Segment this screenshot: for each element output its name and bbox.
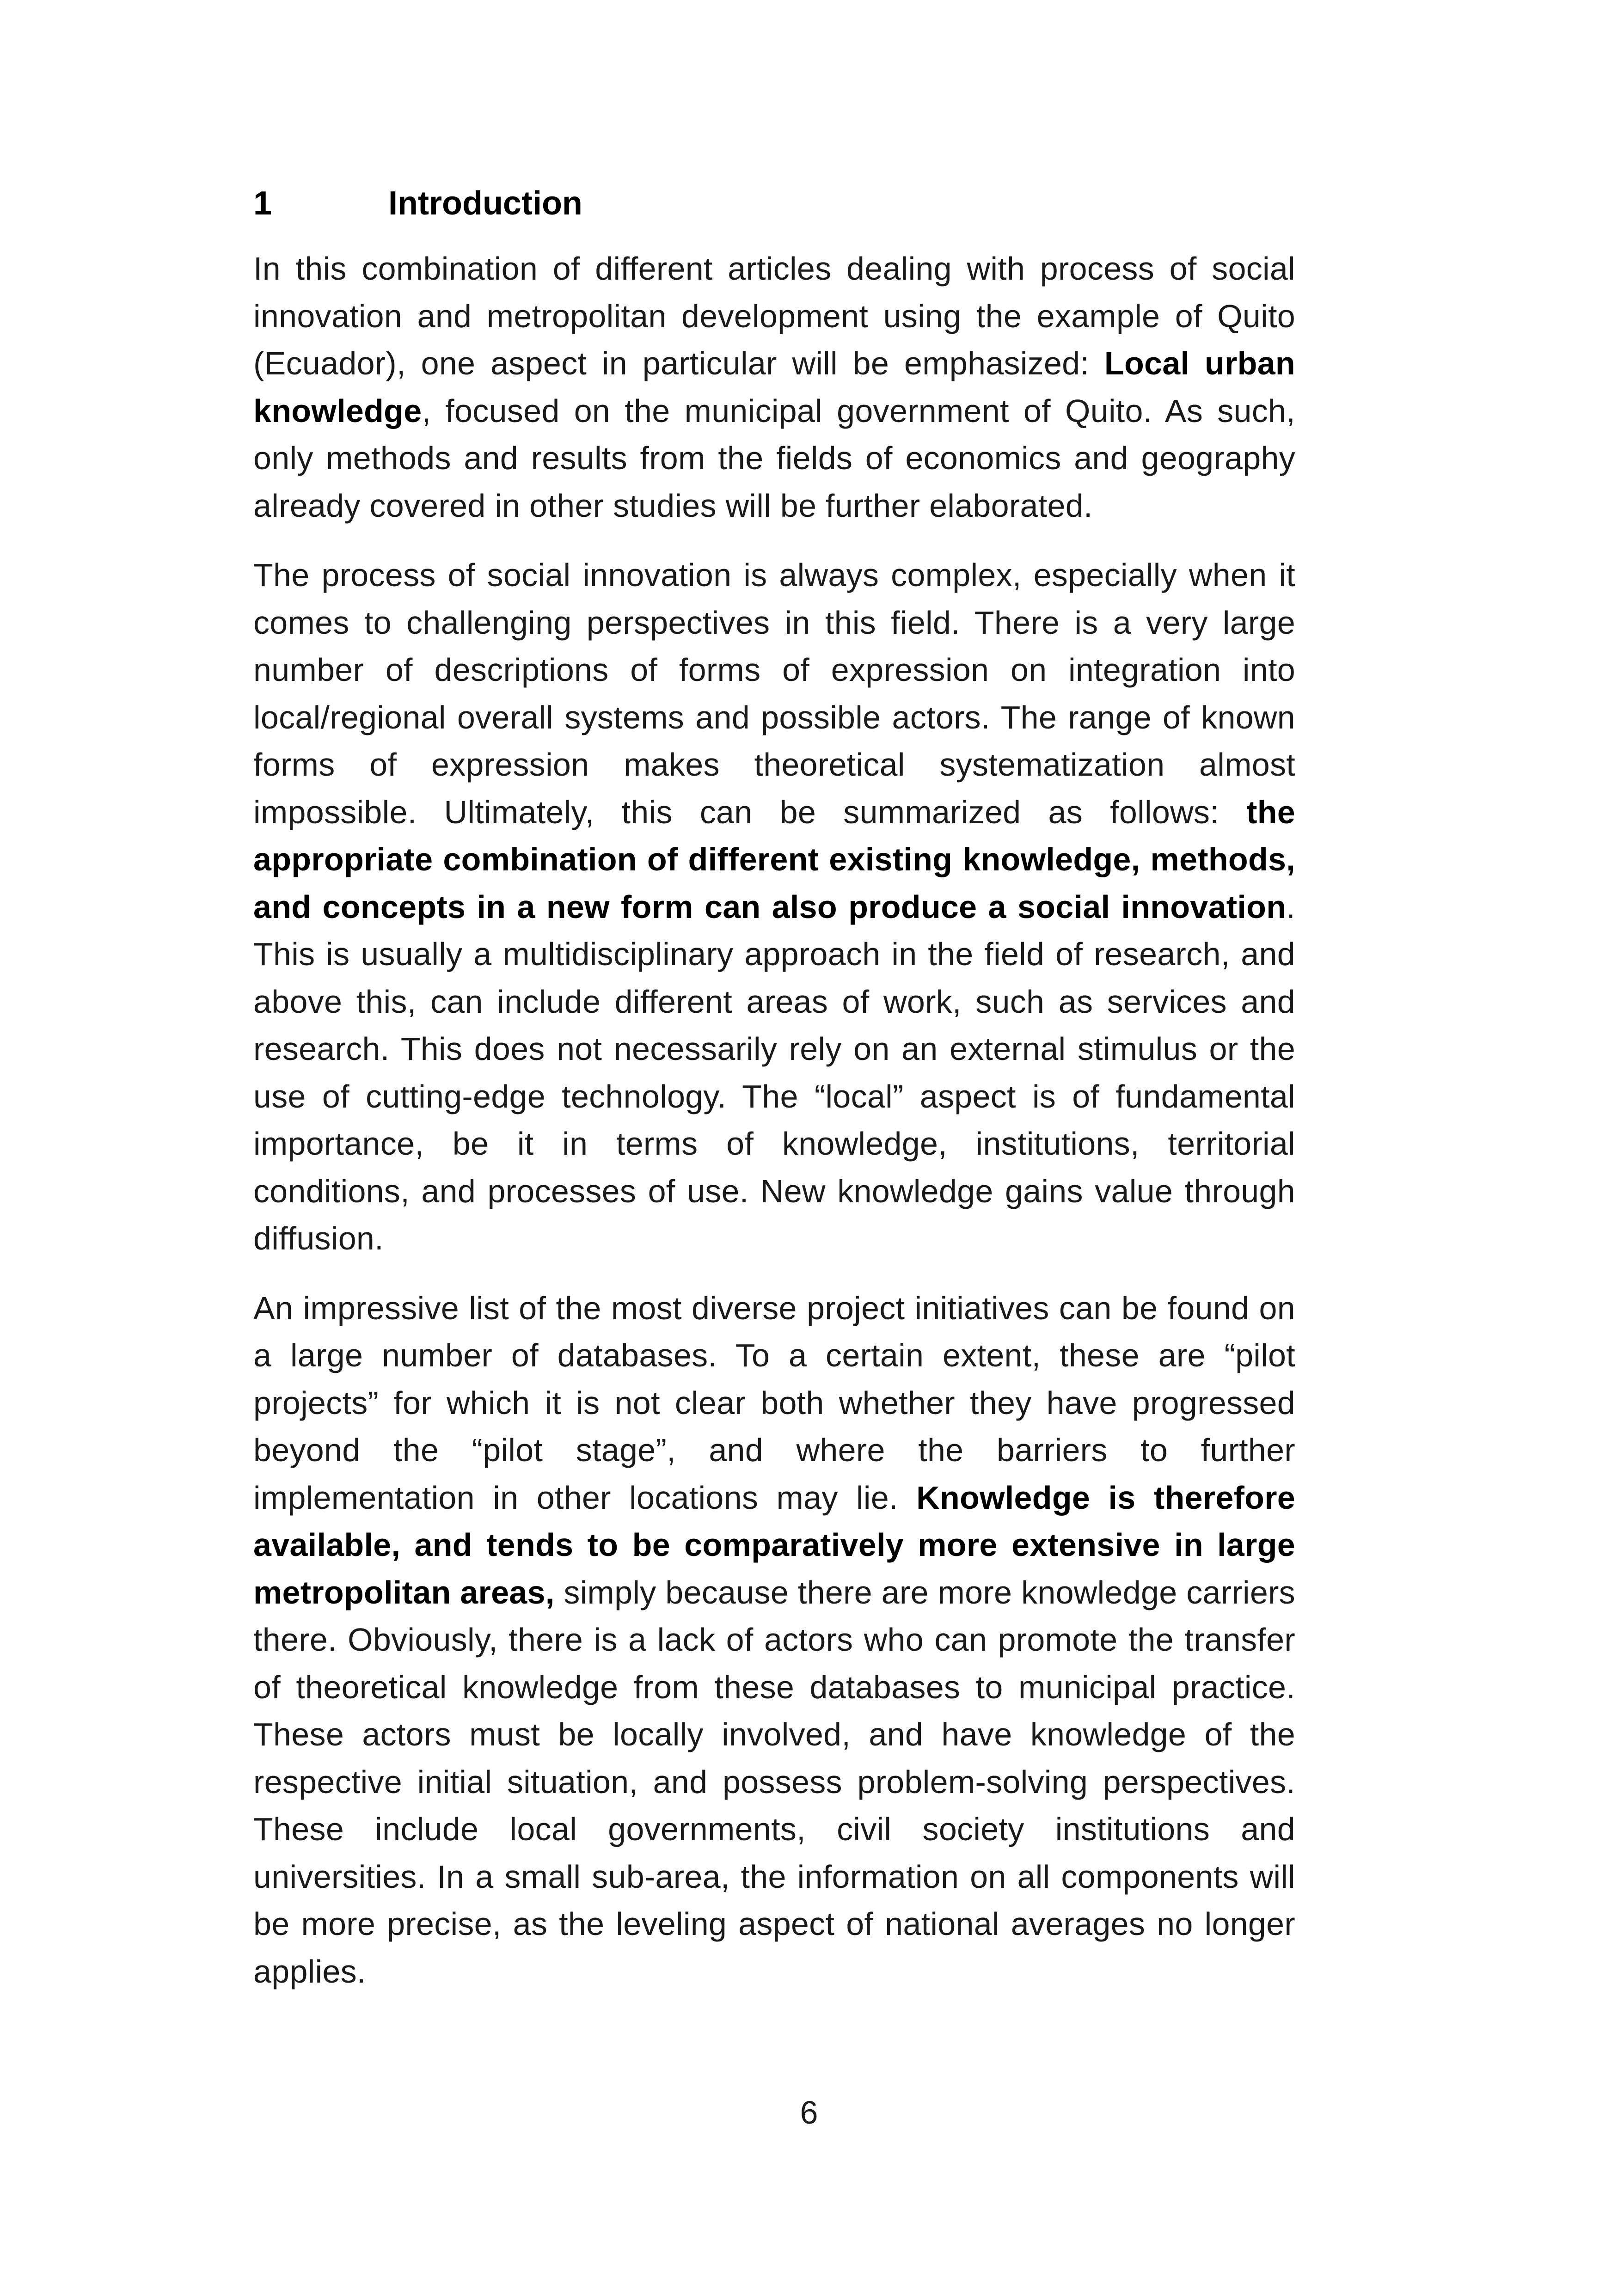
paragraph-2 <box>253 551 1295 1262</box>
main-content <box>253 180 1295 2017</box>
page-number: 6 <box>800 2094 818 2131</box>
paragraph-3-bold: Knowledge is therefore available, and tends to be comparatively more extensive in large metropolitan areas, <box>253 1479 1295 1610</box>
paragraph-3 <box>253 1285 1295 1996</box>
section-number: 1 <box>253 185 272 222</box>
paragraph-1-bold: Local urban knowledge <box>253 345 1295 429</box>
paragraph-2-text-a: The process of social innovation is always complex, especially when it comes to challenging perspectives in this field. There is a very large number of descriptions of forms of expression on integration into local/regional overall systems and possible actors. The range of known forms of expression makes theoretical systematization almost impossible. Ultimately, this can be summarized as follows: <box>253 557 1295 830</box>
section-title: Introduction <box>388 185 582 222</box>
paragraph-1-text-b: , focused on the municipal government of Quito. As such, only methods and results from the fields of economics and geography already covered in other studies will be further elaborated. <box>253 392 1295 524</box>
paragraph-3-text-b: simply because there are more knowledge carriers there. Obviously, there is a lack of actors who can promote the transfer of theoretical knowledge from these databases to municipal practice. These actors must be locally involved, and have knowledge of the respective initial situation, and possess problem-solving perspectives. These include local governments, civil society institutions and universities. In a small sub-area, the information on all components will be more precise, as the leveling aspect of national averages no longer applies. <box>253 1574 1295 1990</box>
paragraph-2-bold: the appropriate combination of different existing knowledge, methods, and concepts in a new form can also produce a social innovation <box>253 794 1295 925</box>
paragraph-1-text-a: In this combination of different articles dealing with process of social innovation and metropolitan development using the example of Quito (Ecuador), one aspect in particular will be emphasized: <box>253 251 1295 381</box>
section-heading <box>253 180 1295 227</box>
paragraph-1 <box>253 245 1295 529</box>
paragraph-2-text-b: . This is usually a multidisciplinary approach in the field of research, and above this, can include different areas of work, such as services and research. This does not necessarily rely on an external stimulus or the use of cutting-edge technology. The “local” aspect is of fundamental importance, be it in terms of knowledge, institutions, territorial conditions, and processes of use. New knowledge gains value through diffusion. <box>253 888 1295 1256</box>
paragraph-3-text-a: An impressive list of the most diverse project initiatives can be found on a large number of databases. To a certain extent, these are “pilot projects” for which it is not clear both whether they have progressed beyond the “pilot stage”, and where the barriers to further implementation in other locations may lie. <box>253 1290 1295 1516</box>
